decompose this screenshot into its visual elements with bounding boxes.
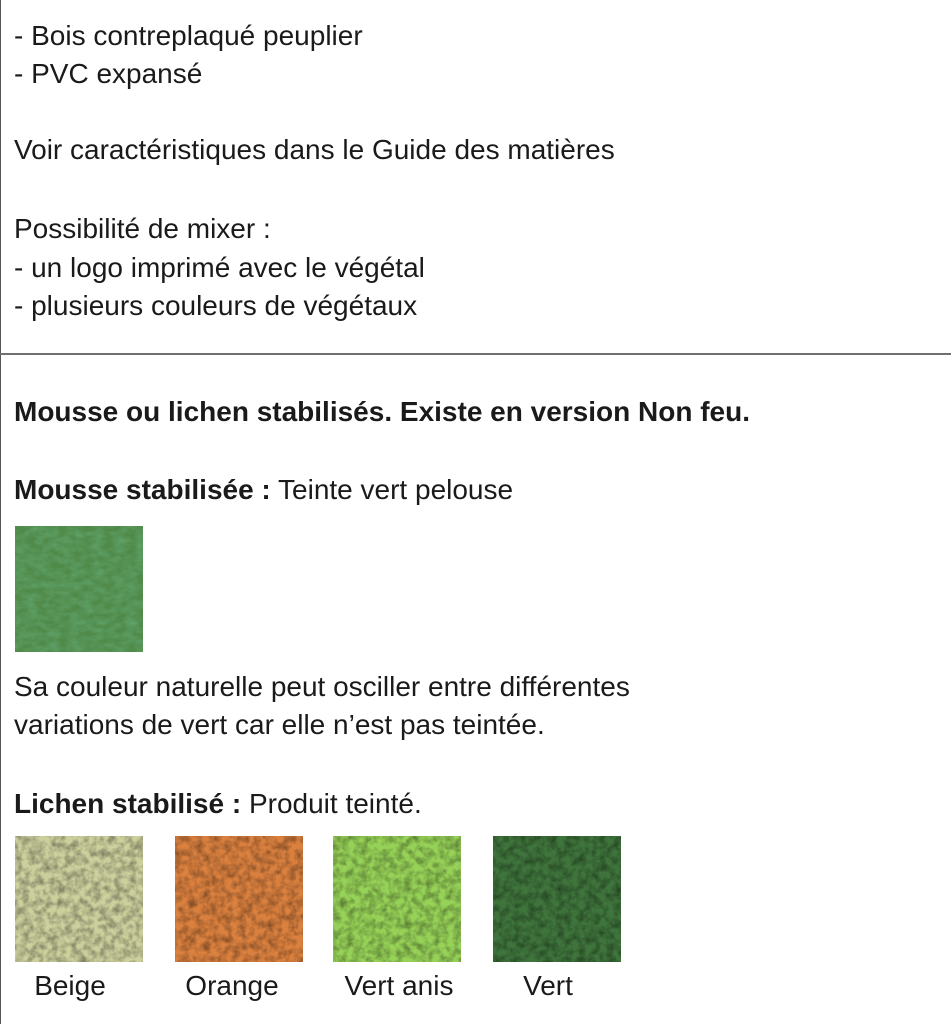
moss-label: Mousse stabilisée : — [14, 474, 271, 505]
lichen-swatch-label: Vert — [523, 970, 573, 1001]
moss-swatch — [15, 526, 143, 652]
lichen-swatch — [15, 836, 143, 962]
moss-note: Sa couleur naturelle peut osciller entre différentes — [14, 671, 630, 702]
moss-note: variations de vert car elle n’est pas teintée. — [14, 709, 545, 740]
lichen-swatch — [333, 836, 461, 962]
guide-note: Voir caractéristiques dans le Guide des matières — [14, 134, 615, 165]
lichen-description: Produit teinté. — [241, 788, 422, 819]
lichen-texture-icon — [333, 836, 461, 962]
lichen-texture-icon — [15, 836, 143, 962]
lichen-swatch — [175, 836, 303, 962]
lichen-heading — [14, 787, 422, 821]
lichen-swatch-label: Orange — [185, 970, 279, 1001]
mix-intro: Possibilité de mixer : — [14, 213, 271, 244]
mix-option: - un logo imprimé avec le végétal — [14, 252, 425, 283]
lichen-label: Lichen stabilisé : — [14, 788, 242, 819]
material-item: - Bois contreplaqué peuplier — [14, 20, 363, 51]
section-divider — [0, 353, 951, 355]
lichen-swatch-label: Vert anis — [344, 970, 454, 1001]
vegetal-headline: Mousse ou lichen stabilisés. Existe en version Non feu. — [14, 396, 750, 427]
moss-heading — [14, 473, 513, 507]
moss-description: Teinte vert pelouse — [270, 474, 514, 505]
mix-option: - plusieurs couleurs de végétaux — [14, 290, 418, 321]
lichen-texture-icon — [493, 836, 621, 962]
moss-texture-icon — [15, 526, 143, 652]
material-item: - PVC expansé — [14, 58, 203, 89]
lichen-swatch — [493, 836, 621, 962]
lichen-texture-icon — [175, 836, 303, 962]
lichen-swatch-label: Beige — [34, 970, 106, 1001]
materials-section — [0, 0, 951, 354]
